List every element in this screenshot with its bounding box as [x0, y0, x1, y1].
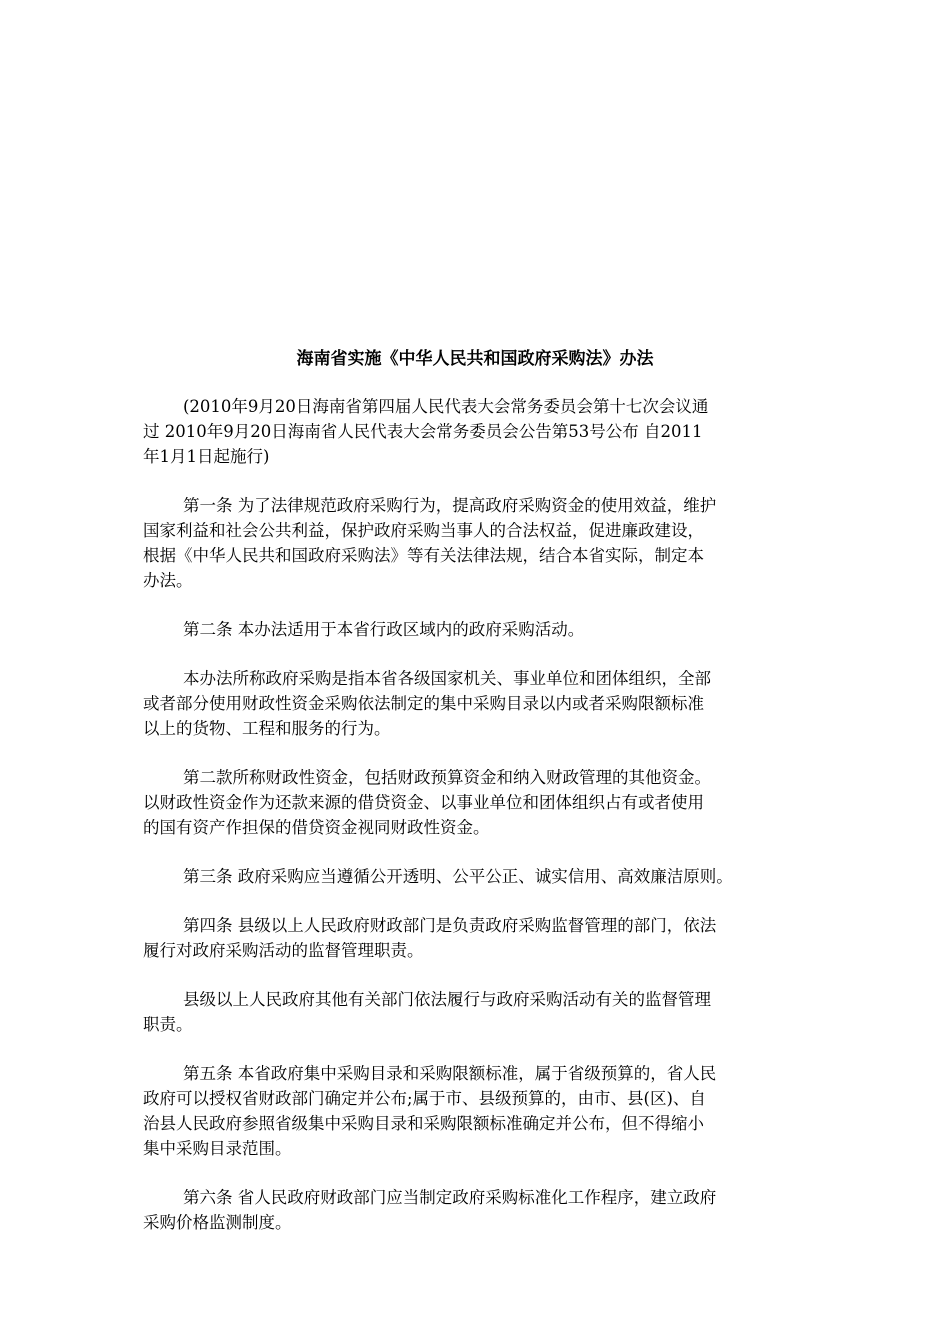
text-line: 治县人民政府参照省级集中采购目录和采购限额标准确定并公布，但不得缩小 — [143, 1114, 704, 1133]
text-line: 采购价格监测制度。 — [143, 1213, 292, 1232]
text-line: 国家利益和社会公共利益，保护政府采购当事人的合法权益，促进廉政建设， — [143, 521, 704, 540]
text-line: 的国有资产作担保的借贷资金视同财政性资金。 — [143, 818, 490, 837]
text-line: 第二条 本办法适用于本省行政区域内的政府采购活动。 — [183, 620, 585, 639]
text-line: 第一条 为了法律规范政府采购行为，提高政府采购资金的使用效益，维护 — [183, 496, 717, 515]
text-line: 政府可以授权省财政部门确定并公布;属于市、县级预算的，由市、县(区)、自 — [143, 1089, 706, 1108]
text-line: 以上的货物、工程和服务的行为。 — [143, 719, 391, 738]
paragraph-article-2-clause-2 — [143, 666, 803, 741]
document-body — [143, 394, 803, 1259]
paragraph-enactment-note — [143, 394, 803, 469]
text-line: 履行对政府采购活动的监督管理职责。 — [143, 941, 424, 960]
paragraph-article-2-clause-3 — [143, 765, 803, 840]
text-line: 县级以上人民政府其他有关部门依法履行与政府采购活动有关的监督管理 — [183, 990, 711, 1009]
document-title: 海南省实施《中华人民共和国政府采购法》办法 — [296, 349, 654, 369]
text-line: (2010年9月20日海南省第四届人民代表大会常务委员会第十七次会议通 — [183, 397, 709, 416]
text-line: 年1月1日起施行) — [143, 447, 270, 466]
text-line: 职责。 — [143, 1015, 193, 1034]
text-line: 办法。 — [143, 571, 193, 590]
text-line: 集中采购目录范围。 — [143, 1139, 292, 1158]
text-line: 第六条 省人民政府财政部门应当制定政府采购标准化工作程序，建立政府 — [183, 1188, 717, 1207]
text-line: 第五条 本省政府集中采购目录和采购限额标准，属于省级预算的，省人民 — [183, 1064, 717, 1083]
paragraph-article-3 — [143, 864, 803, 889]
text-line: 本办法所称政府采购是指本省各级国家机关、事业单位和团体组织，全部 — [183, 669, 711, 688]
paragraph-article-1 — [143, 493, 803, 593]
paragraph-article-4 — [143, 913, 803, 963]
text-line: 根据《中华人民共和国政府采购法》等有关法律法规，结合本省实际，制定本 — [143, 546, 704, 565]
text-line: 过 2010年9月20日海南省人民代表大会常务委员会公告第53号公布 自2011 — [143, 422, 703, 441]
paragraph-article-4-clause-2 — [143, 987, 803, 1037]
text-line: 第四条 县级以上人民政府财政部门是负责政府采购监督管理的部门，依法 — [183, 916, 717, 935]
text-line: 第三条 政府采购应当遵循公开透明、公平公正、诚实信用、高效廉洁原则。 — [183, 867, 733, 886]
paragraph-article-5 — [143, 1061, 803, 1161]
text-line: 以财政性资金作为还款来源的借贷资金、以事业单位和团体组织占有或者使用 — [143, 793, 704, 812]
text-line: 或者部分使用财政性资金采购依法制定的集中采购目录以内或者采购限额标准 — [143, 694, 704, 713]
paragraph-article-2 — [143, 617, 803, 642]
text-line: 第二款所称财政性资金，包括财政预算资金和纳入财政管理的其他资金。 — [183, 768, 711, 787]
paragraph-article-6 — [143, 1185, 803, 1235]
